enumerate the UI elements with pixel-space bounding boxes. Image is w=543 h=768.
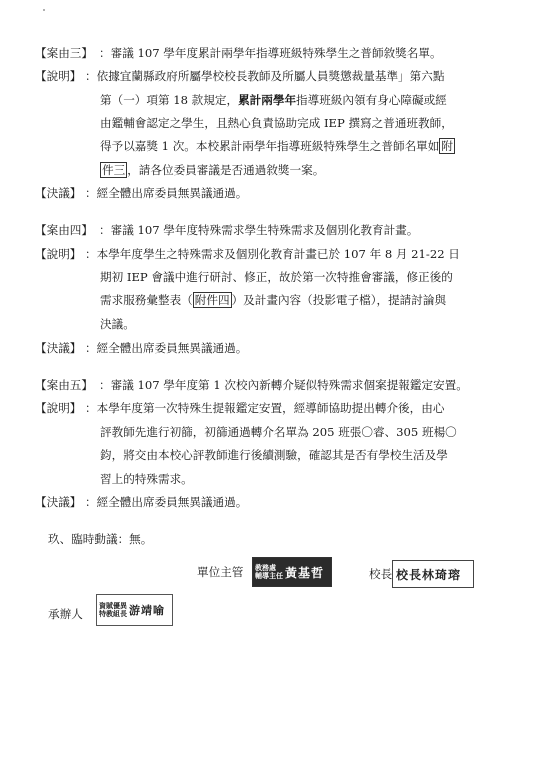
attachment-box: 附 — [441, 139, 453, 153]
explain-line: ：本學年度第一次特殊生提報鑑定安置，經導師協助提出轉介後，由心 — [85, 401, 445, 415]
case-label: 【案由三】 — [35, 46, 93, 60]
explain-label: 【說明】 — [35, 69, 82, 83]
handler-seal-stamp: 資賦優異 特教組長 游靖喻 — [96, 594, 173, 626]
explain-line: 決議。 — [100, 317, 135, 331]
explain-line: 需求服務彙整表（ 附件四 ）及計畫內容（投影電子檔），提請討論與 — [100, 293, 447, 307]
explain-label: 【說明】 — [35, 401, 82, 415]
explain-line: 鈞，將交由本校心評教師進行後續測驗，確認其是否有學校生活及學 — [100, 448, 448, 462]
decision-text: ：經全體出席委員無異議通過。 — [85, 186, 248, 200]
explain-label: 【說明】 — [35, 247, 82, 261]
decision-label: 【決議】 — [35, 495, 82, 509]
principal-label: 校長 — [369, 567, 393, 581]
scan-mark — [43, 9, 45, 11]
decision-label: 【決議】 — [35, 186, 82, 200]
case-label: 【案由四】 — [35, 223, 93, 237]
explain-line: ：本學年度學生之特殊需求及個別化教育計畫已於 107 年 8 月 21-22 日 — [85, 247, 460, 261]
explain-line: 習上的特殊需求。 — [100, 472, 193, 486]
explain-line: 件三 ，請各位委員審議是否通過敘獎一案。 — [102, 163, 325, 177]
decision-text: ：經全體出席委員無異議通過。 — [85, 495, 248, 509]
explain-line: 由鑑輔會認定之學生，且熱心負責協助完成 IEP 撰寫之普通班教師， — [100, 116, 453, 130]
explain-line: 評教師先進行初篩，初篩通過轉介名單為 205 班張〇睿、305 班楊〇 — [100, 425, 457, 439]
supervisor-label: 單位主管 — [197, 565, 244, 579]
handler-label: 承辦人 — [48, 607, 83, 621]
decision-label: 【決議】 — [35, 341, 82, 355]
case-label: 【案由五】 — [35, 378, 93, 392]
explain-line: 第（一）項第 18 款規定，累計兩學年指導班級內領有身心障礙或經 — [100, 93, 447, 107]
case-text: ：審議 107 學年度特殊需求學生特殊需求及個別化教育計畫。 — [99, 223, 419, 237]
principal-seal-stamp: 校長林琦瑢 — [392, 560, 474, 588]
attachment-box: 附件四 — [194, 293, 230, 307]
explain-line: ：依據宜蘭縣政府所屬學校校長教師及所屬人員獎懲裁量基準」第六點 — [85, 69, 445, 83]
emphasis-text: 累計兩學年 — [238, 93, 297, 107]
explain-line: 期初 IEP 會議中進行研討、修正，故於第一次特推會審議，修正後的 — [100, 270, 453, 284]
explain-line: 得予以嘉獎 1 次。本校累計兩學年指導班級特殊學生之普師名單如 附 — [100, 139, 453, 153]
supervisor-seal-stamp: 教務處 輔導主任 黃基哲 — [252, 557, 332, 587]
attachment-box: 件三 — [102, 163, 126, 177]
case-text: ：審議 107 學年度累計兩學年指導班級特殊學生之普師敘獎名單。 — [99, 46, 442, 60]
case-text: ：審議 107 學年度第 1 次校內新轉介疑似特殊需求個案提報鑑定安置。 — [99, 378, 468, 392]
decision-text: ：經全體出席委員無異議通過。 — [85, 341, 248, 355]
extempore-motions: 玖、臨時動議：無。 — [48, 532, 153, 546]
